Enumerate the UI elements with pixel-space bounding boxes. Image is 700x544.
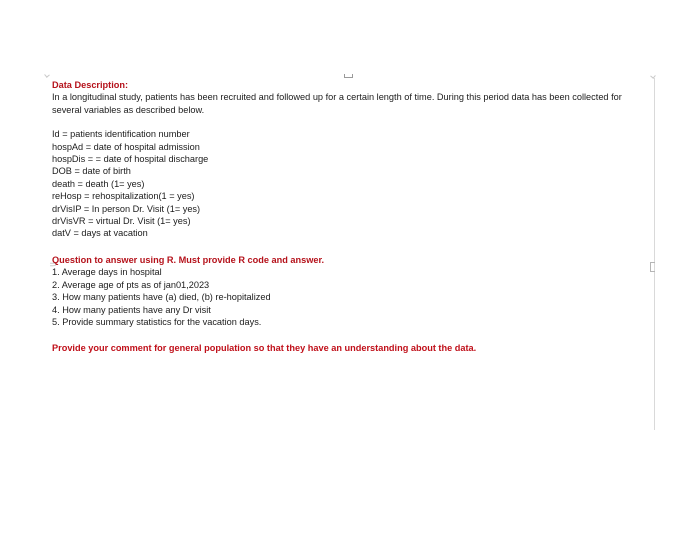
paragraph-bracket-icon [650, 262, 655, 272]
variable-item: death = death (1= yes) [52, 178, 145, 189]
variable-item: reHosp = rehospitalization(1 = yes) [52, 191, 195, 202]
margin-corner-mark [44, 72, 50, 78]
question-item: 1. Average days in hospital [52, 267, 162, 278]
page-right-margin-line [654, 78, 655, 430]
document-body [52, 79, 648, 355]
question-item: 4. How many patients have any Dr visit [52, 304, 211, 315]
question-item: 5. Provide summary statistics for the vacation days. [52, 316, 262, 327]
questions-heading: Question to answer using R. Must provide R code and answer. [52, 254, 325, 265]
question-item: 3. How many patients have (a) died, (b) re-hopitalized [52, 292, 271, 303]
paragraph-bracket-icon: ⸧ [48, 260, 58, 271]
question-item: 2. Average age of pts as of jan01,2023 [52, 279, 210, 290]
variable-item: hospAd = date of hospital admission [52, 141, 200, 152]
variable-item: datV = days at vacation [52, 228, 148, 239]
data-description-heading: Data Description: [52, 80, 129, 90]
variable-list [52, 128, 648, 240]
data-description-intro: In a longitudinal study, patients has been recruited and followed up for a certain length of time. During this period data has been collected for several variables as described below. [52, 92, 622, 115]
variable-item: DOB = date of birth [52, 166, 131, 177]
question-list [52, 266, 648, 328]
variable-item: drVisVR = virtual Dr. Visit (1= yes) [52, 216, 191, 227]
text-cursor-mark [344, 74, 353, 78]
general-population-note: Provide your comment for general population so that they have an understanding about the data. [52, 343, 477, 354]
variable-item: hospDis = = date of hospital discharge [52, 154, 209, 165]
variable-item: drVisIP = In person Dr. Visit (1= yes) [52, 203, 201, 214]
variable-item: Id = patients identification number [52, 129, 190, 140]
